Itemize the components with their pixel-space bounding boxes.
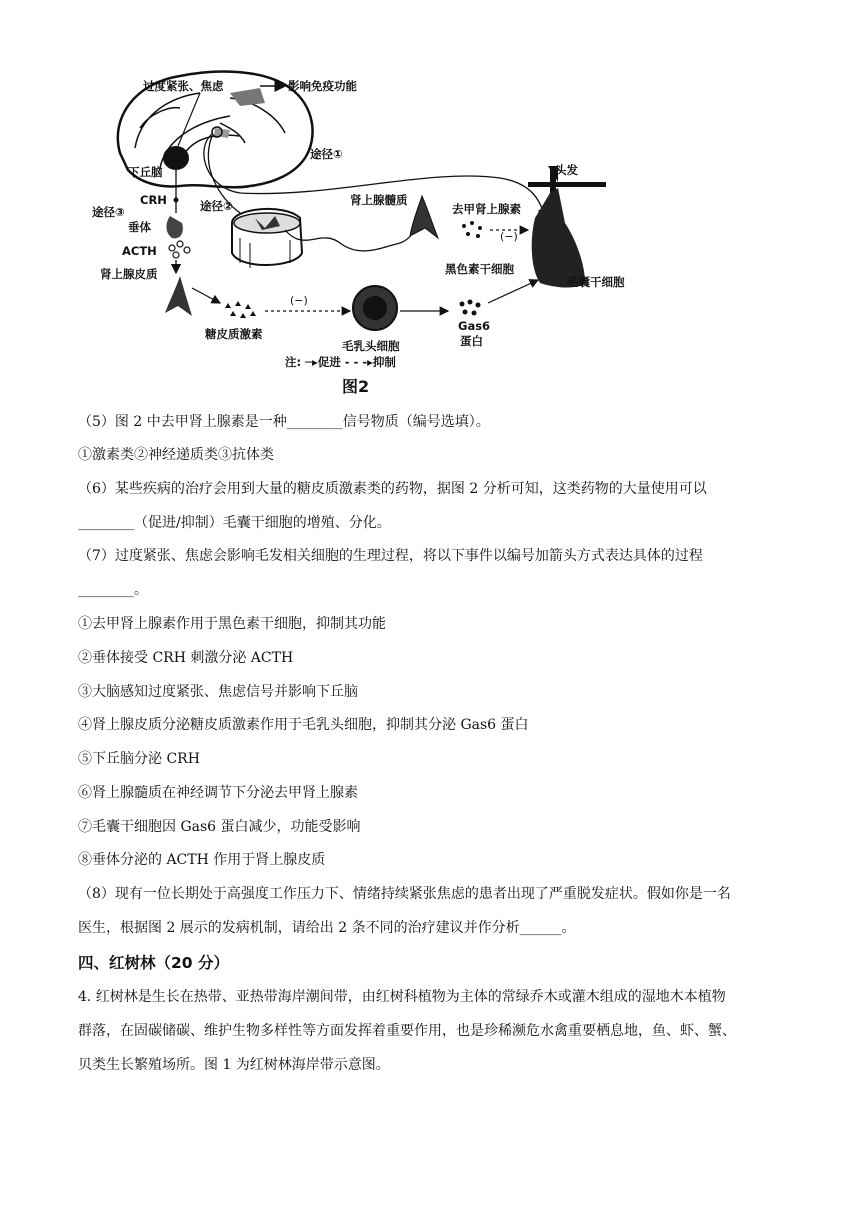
adrenal-cortex-label: 肾上腺皮质 <box>100 267 158 281</box>
event-1: ①去甲肾上腺素作用于黑色素干细胞，抑制其功能 <box>78 616 386 632</box>
event-3: ③大脑感知过度紧张、焦虑信号并影响下丘脑 <box>78 684 358 700</box>
gas6-label-line2: 蛋白 <box>460 334 483 348</box>
follicle-stem-label: 毛囊干细胞 <box>567 275 625 289</box>
stress-label: 过度紧张、焦虑 <box>143 79 224 93</box>
norepinephrine-label: 去甲肾上腺素 <box>452 202 521 216</box>
path2-label: 途径② <box>200 199 233 213</box>
gas6-dots <box>460 300 481 316</box>
question-8: （8）现有一位长期处于高强度工作压力下、情绪持续紧张焦虑的患者出现了严重脱发症状。假如你是一名 <box>78 886 731 902</box>
adrenal-medulla-shape <box>410 196 438 238</box>
path3-label: 途径③ <box>92 205 125 219</box>
question-5-options: ①激素类②神经递质类③抗体类 <box>78 447 274 463</box>
paragraph-line-2: 群落，在固碳储碳、维护生物多样性等方面发挥着重要作用，也是珍稀濒危水禽重要栖息地，鱼、虾、蟹、 <box>78 1023 736 1039</box>
acth-dots <box>169 241 190 258</box>
paragraph-line-1: 4. 红树林是生长在热带、亚热带海岸潮间带，由红树科植物为主体的常绿乔木或灌木组成的湿地木本植物 <box>78 989 726 1005</box>
hair-follicle-illustration <box>528 166 606 288</box>
adrenal-medulla-label: 肾上腺髓质 <box>350 193 408 207</box>
hypothalamus-label: 下丘脑 <box>128 165 163 179</box>
norepinephrine-dots <box>462 221 482 238</box>
hair-loss-mechanism-diagram <box>80 58 660 403</box>
question-7-cont: ________。 <box>78 582 148 598</box>
pituitary-shape <box>166 216 182 238</box>
papilla-label: 毛乳头细胞 <box>342 339 400 353</box>
figure-2 <box>80 58 660 403</box>
event-6: ⑥肾上腺髓质在神经调节下分泌去甲肾上腺素 <box>78 785 358 801</box>
event-4: ④肾上腺皮质分泌糖皮质激素作用于毛乳头细胞，抑制其分泌 Gas6 蛋白 <box>78 717 529 733</box>
question-6: （6）某些疾病的治疗会用到大量的糖皮质激素类的药物，据图 2 分析可知，这类药物的大量使用可以 <box>78 481 707 497</box>
question-7: （7）过度紧张、焦虑会影响毛发相关细胞的生理过程，将以下事件以编号加箭头方式表达具体的过程 <box>78 548 703 564</box>
adrenal-cortex-shape <box>165 276 192 316</box>
glucocorticoid-label: 糖皮质激素 <box>205 327 263 341</box>
figure-legend: 注: ─▸促进 - - -▸抑制 <box>285 355 396 369</box>
question-8-cont: 医生，根据图 2 展示的发病机制，请给出 2 条不同的治疗建议并作分析______。 <box>78 920 576 936</box>
event-7: ⑦毛囊干细胞因 Gas6 蛋白减少，功能受影响 <box>78 819 361 835</box>
crh-label: CRH <box>140 193 167 207</box>
spinal-cord-illustration <box>232 209 302 268</box>
melanocyte-stem-label: 黑色素干细胞 <box>445 262 514 276</box>
pituitary-label: 垂体 <box>128 220 151 234</box>
inhibit-mark-2: (−) <box>290 294 308 307</box>
figure-caption: 图2 <box>342 377 370 396</box>
event-8: ⑧垂体分泌的 ACTH 作用于肾上腺皮质 <box>78 852 326 868</box>
question-5: （5）图 2 中去甲肾上腺素是一种________信号物质（编号选填）。 <box>78 414 490 430</box>
immune-label: 影响免疫功能 <box>288 79 357 93</box>
path1-label: 途径① <box>310 147 343 161</box>
hypothalamus-shape <box>163 146 189 170</box>
inhibit-mark-1: (−) <box>500 230 518 243</box>
section-heading: 四、红树林（20 分） <box>78 954 229 972</box>
paragraph-line-3: 贝类生长繁殖场所。图 1 为红树林海岸带示意图。 <box>78 1057 390 1073</box>
event-5: ⑤下丘脑分泌 CRH <box>78 751 200 767</box>
acth-label: ACTH <box>122 244 157 258</box>
glucocorticoid-triangles <box>225 301 256 318</box>
event-2: ②垂体接受 CRH 刺激分泌 ACTH <box>78 650 294 666</box>
question-6-cont: ________（促进/抑制）毛囊干细胞的增殖、分化。 <box>78 515 391 531</box>
hair-label: 头发 <box>555 163 578 177</box>
gas6-label-line1: Gas6 <box>458 319 491 333</box>
